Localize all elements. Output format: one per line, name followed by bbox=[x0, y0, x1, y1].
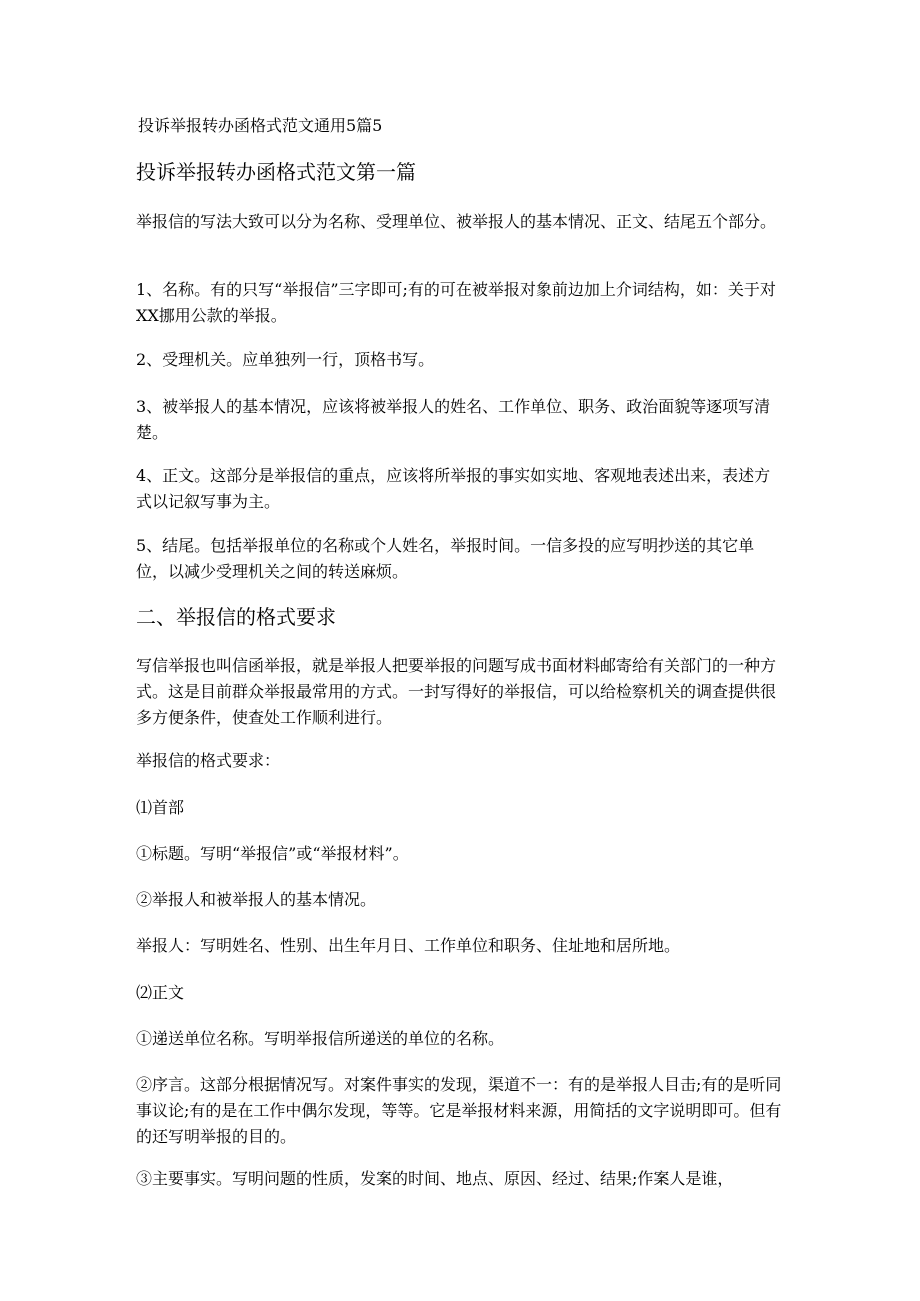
paragraph: ②举报人和被举报人的基本情况。 bbox=[136, 890, 377, 909]
paragraph: 举报人：写明姓名、性别、出生年月日、工作单位和职务、住址地和居所地。 bbox=[136, 936, 681, 955]
paragraph: 1、名称。有的只写“举报信”三字即可;有的可在被举报对象前边加上介词结构，如：关于对XX挪用公款的举报。 bbox=[136, 280, 776, 325]
paragraph: 3、被举报人的基本情况，应该将被举报人的姓名、工作单位、职务、政治面貌等逐项写清楚。 bbox=[136, 397, 771, 442]
paragraph: 5、结尾。包括举报单位的名称或个人姓名，举报时间。一信多投的应写明抄送的其它单位，以减少受理机关之间的转送麻烦。 bbox=[136, 536, 755, 581]
paragraph: ⑵正文 bbox=[136, 983, 185, 1002]
paragraph: ②序言。这部分根据情况写。对案件事实的发现，渠道不一：有的是举报人目击;有的是听同事议论;有的是在工作中偶尔发现，等等。它是举报材料来源，用简括的文字说明即可。但有的还写明举报的目的。 bbox=[136, 1075, 782, 1146]
paragraph: 举报信的格式要求： bbox=[136, 751, 281, 770]
document-title: 投诉举报转办函格式范文通用5篇5 bbox=[138, 116, 383, 135]
section-heading-1: 投诉举报转办函格式范文第一篇 bbox=[136, 160, 416, 184]
paragraph: ③主要事实。写明问题的性质，发案的时间、地点、原因、经过、结果;作案人是谁， bbox=[136, 1169, 734, 1188]
paragraph: 4、正文。这部分是举报信的重点，应该将所举报的事实如实地、客观地表述出来，表述方式以记叙写事为主。 bbox=[136, 466, 771, 511]
paragraph: ①标题。写明“举报信”或“举报材料”。 bbox=[136, 844, 409, 863]
paragraph: 2、受理机关。应单独列一行，顶格书写。 bbox=[136, 350, 435, 369]
paragraph: 举报信的写法大致可以分为名称、受理单位、被举报人的基本情况、正文、结尾五个部分。 bbox=[136, 212, 777, 231]
paragraph: ①递送单位名称。写明举报信所递送的单位的名称。 bbox=[136, 1029, 505, 1048]
section-heading-2: 二、举报信的格式要求 bbox=[136, 605, 336, 629]
paragraph: 写信举报也叫信函举报，就是举报人把要举报的问题写成书面材料邮寄给有关部门的一种方式。这是目前群众举报最常用的方式。一封写得好的举报信，可以给检察机关的调查提供很多方便条件，使查处工作顺利进行。 bbox=[136, 656, 777, 727]
paragraph: ⑴首部 bbox=[136, 798, 185, 817]
